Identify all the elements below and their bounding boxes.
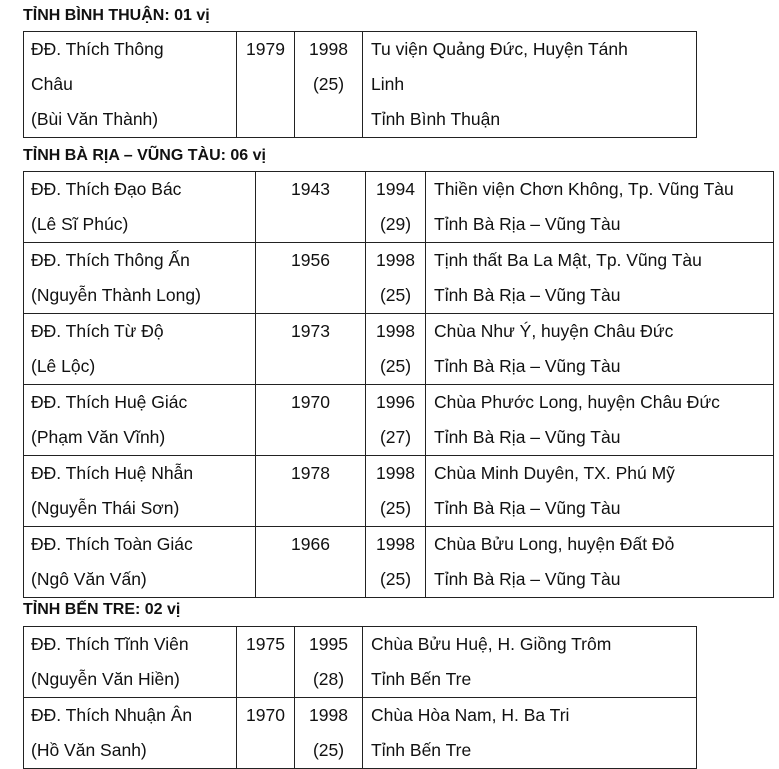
birth-year-cell: 1978 (256, 456, 366, 527)
birth-year-cell: 1975 (237, 627, 295, 698)
monk-table-binh-thuan (23, 31, 697, 138)
birth-year-cell: 1956 (256, 243, 366, 314)
location-cell: Chùa Bửu Huệ, H. Giồng Trôm Tỉnh Bến Tre (363, 627, 697, 698)
section-heading-ba-ria-vung-tau: TỈNH BÀ RỊA – VŨNG TÀU: 06 vị (23, 147, 266, 164)
ordination-cell: 1995 (28) (295, 627, 363, 698)
ordination-cell: 1998 (25) (295, 32, 363, 138)
monk-table-ba-ria-vung-tau (23, 171, 774, 598)
ordination-cell: 1998 (25) (366, 456, 426, 527)
monk-name-cell: ĐĐ. Thích Tĩnh Viên (Nguyễn Văn Hiền) (24, 627, 237, 698)
birth-year-cell: 1979 (237, 32, 295, 138)
birth-year-cell: 1970 (237, 698, 295, 769)
monk-name-cell: ĐĐ. Thích Toàn Giác (Ngô Văn Vấn) (24, 527, 256, 598)
location-cell: Chùa Phước Long, huyện Châu Đức Tỉnh Bà Rịa – Vũng Tàu (426, 385, 774, 456)
monk-name-cell: ĐĐ. Thích Thông Châu (Bùi Văn Thành) (24, 32, 237, 138)
ordination-cell: 1998 (25) (366, 527, 426, 598)
birth-year-cell: 1970 (256, 385, 366, 456)
birth-year-cell: 1943 (256, 172, 366, 243)
table-row (24, 314, 774, 385)
monk-name-cell: ĐĐ. Thích Thông Ấn (Nguyễn Thành Long) (24, 243, 256, 314)
monk-name-cell: ĐĐ. Thích Huệ Giác (Phạm Văn Vĩnh) (24, 385, 256, 456)
table-row (24, 32, 697, 138)
table-row (24, 385, 774, 456)
monk-name-cell: ĐĐ. Thích Từ Độ (Lê Lộc) (24, 314, 256, 385)
location-cell: Tịnh thất Ba La Mật, Tp. Vũng Tàu Tỉnh Bà Rịa – Vũng Tàu (426, 243, 774, 314)
table-row (24, 243, 774, 314)
ordination-cell: 1998 (25) (295, 698, 363, 769)
birth-year-cell: 1966 (256, 527, 366, 598)
monk-table-ben-tre (23, 626, 697, 769)
location-cell: Chùa Hòa Nam, H. Ba Tri Tỉnh Bến Tre (363, 698, 697, 769)
location-cell: Chùa Minh Duyên, TX. Phú Mỹ Tỉnh Bà Rịa – Vũng Tàu (426, 456, 774, 527)
location-cell: Tu viện Quảng Đức, Huyện Tánh Linh Tỉnh Bình Thuận (363, 32, 697, 138)
section-heading-binh-thuan: TỈNH BÌNH THUẬN: 01 vị (23, 7, 210, 24)
section-heading-ben-tre: TỈNH BẾN TRE: 02 vị (23, 601, 181, 618)
table-row (24, 172, 774, 243)
monk-name-cell: ĐĐ. Thích Đạo Bác (Lê Sĩ Phúc) (24, 172, 256, 243)
table-row (24, 698, 697, 769)
monk-name-cell: ĐĐ. Thích Nhuận Ân (Hồ Văn Sanh) (24, 698, 237, 769)
table-row (24, 527, 774, 598)
ordination-cell: 1994 (29) (366, 172, 426, 243)
ordination-cell: 1998 (25) (366, 243, 426, 314)
location-cell: Thiền viện Chơn Không, Tp. Vũng Tàu Tỉnh Bà Rịa – Vũng Tàu (426, 172, 774, 243)
table-row (24, 627, 697, 698)
monk-name-cell: ĐĐ. Thích Huệ Nhẫn (Nguyễn Thái Sơn) (24, 456, 256, 527)
table-row (24, 456, 774, 527)
ordination-cell: 1996 (27) (366, 385, 426, 456)
location-cell: Chùa Bửu Long, huyện Đất Đỏ Tỉnh Bà Rịa – Vũng Tàu (426, 527, 774, 598)
location-cell: Chùa Như Ý, huyện Châu Đức Tỉnh Bà Rịa – Vũng Tàu (426, 314, 774, 385)
ordination-cell: 1998 (25) (366, 314, 426, 385)
birth-year-cell: 1973 (256, 314, 366, 385)
